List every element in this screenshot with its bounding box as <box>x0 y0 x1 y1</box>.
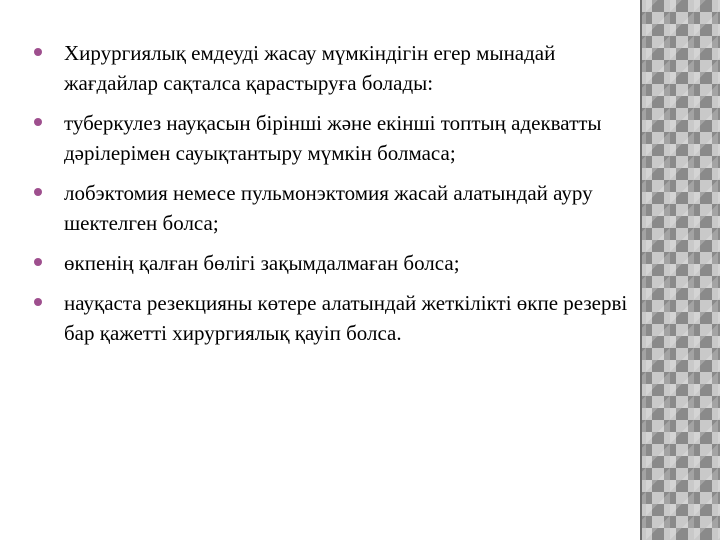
slide-content <box>34 38 634 358</box>
bullet-dot-icon <box>34 48 42 56</box>
bullet-dot-icon <box>34 258 42 266</box>
bullet-dot-icon <box>34 298 42 306</box>
side-band-pattern <box>640 0 720 540</box>
bullet-text-1: Хирургиялық емдеуді жасау мүмкіндігін егер мынадай жағдайлар сақталса қарастыруға болады: <box>64 41 556 95</box>
bullet-list <box>34 38 634 348</box>
bullet-item-1 <box>34 38 634 98</box>
side-band-border <box>640 0 642 540</box>
bullet-item-4 <box>34 248 634 278</box>
bullet-item-2 <box>34 108 634 168</box>
bullet-text-2: туберкулез науқасын бірінші және екінші топтың адекватты дәрілерімен сауықтантыру мүмкін болмаса; <box>64 111 602 165</box>
bullet-text-4: өкпенің қалған бөлігі зақымдалмаған болса; <box>64 251 460 275</box>
decorative-side-band <box>640 0 720 540</box>
bullet-dot-icon <box>34 188 42 196</box>
bullet-dot-icon <box>34 118 42 126</box>
bullet-item-5 <box>34 288 634 348</box>
bullet-text-5: науқаста резекцияны көтере алатындай жеткілікті өкпе резерві бар қажетті хирургиялық қауіп болса. <box>64 291 628 345</box>
bullet-text-3: лобэктомия немесе пульмонэктомия жасай алатындай ауру шектелген болса; <box>64 181 593 235</box>
bullet-item-3 <box>34 178 634 238</box>
